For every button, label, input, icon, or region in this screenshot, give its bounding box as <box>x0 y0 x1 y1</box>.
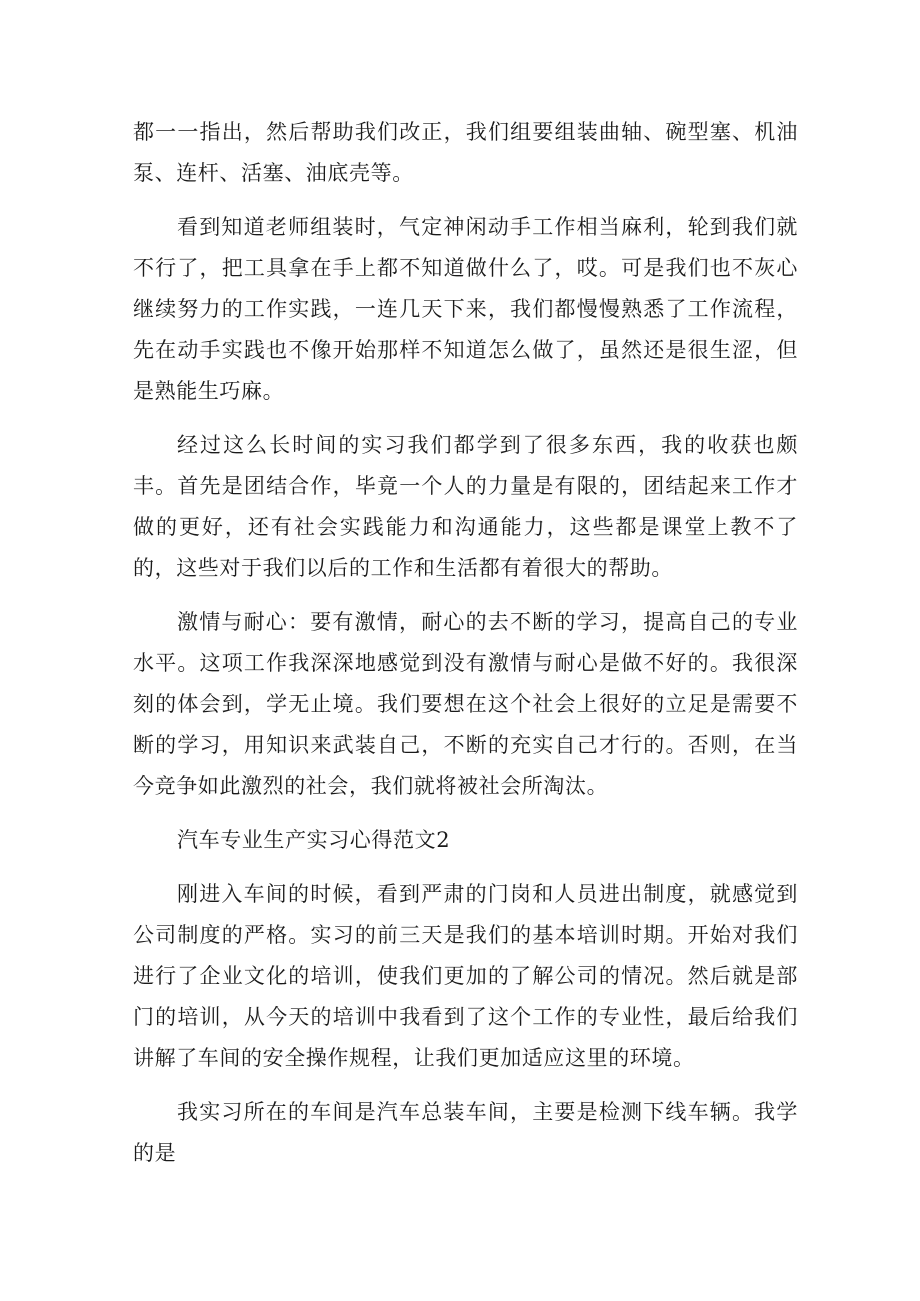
paragraph-assembly-experience: 看到知道老师组装时，气定神闲动手工作相当麻利，轮到我们就不行了，把工具拿在手上都不知道做什么了，哎。可是我们也不灰心继续努力的工作实践，一连几天下来，我们都慢慢熟悉了工作流程，先在动手实践也不像开始那样不知道怎么做了，虽然还是很生涩，但是熟能生巧麻。 <box>133 215 798 403</box>
paragraph-assembly-workshop: 我实习所在的车间是汽车总装车间，主要是检测下线车辆。我学的是 <box>133 1100 798 1165</box>
document-page <box>133 112 798 1174</box>
paragraph-passion-patience: 激情与耐心：要有激情，耐心的去不断的学习，提高自己的专业水平。这项工作我深深地感觉到没有激情与耐心是做不好的。我很深刻的体会到，学无止境。我们要想在这个社会上很好的立足是需要不断的学习，用知识来武装自己，不断的充实自己才行的。否则，在当今竞争如此激烈的社会，我们就将被社会所淘汰。 <box>133 610 798 798</box>
section-heading: 汽车专业生产实习心得范文2 <box>177 828 451 852</box>
paragraph-internship-gains: 经过这么长时间的实习我们都学到了很多东西，我的收获也颇丰。首先是团结合作，毕竟一个人的力量是有限的，团结起来工作才做的更好，还有社会实践能力和沟通能力，这些都是课堂上教不了的，这些对于我们以后的工作和生活都有着很大的帮助。 <box>133 433 798 580</box>
paragraph-workshop-entry: 刚进入车间的时候，看到严肃的门岗和人员进出制度，就感觉到公司制度的严格。实习的前三天是我们的基本培训时期。开始对我们进行了企业文化的培训，使我们更加的了解公司的情况。然后就是部门的培训，从今天的培训中我看到了这个工作的专业性，最后给我们讲解了车间的安全操作规程，让我们更加适应这里的环境。 <box>133 882 798 1070</box>
paragraph-continuation: 都一一指出，然后帮助我们改正，我们组要组装曲轴、碗型塞、机油泵、连杆、活塞、油底壳等。 <box>133 120 798 185</box>
